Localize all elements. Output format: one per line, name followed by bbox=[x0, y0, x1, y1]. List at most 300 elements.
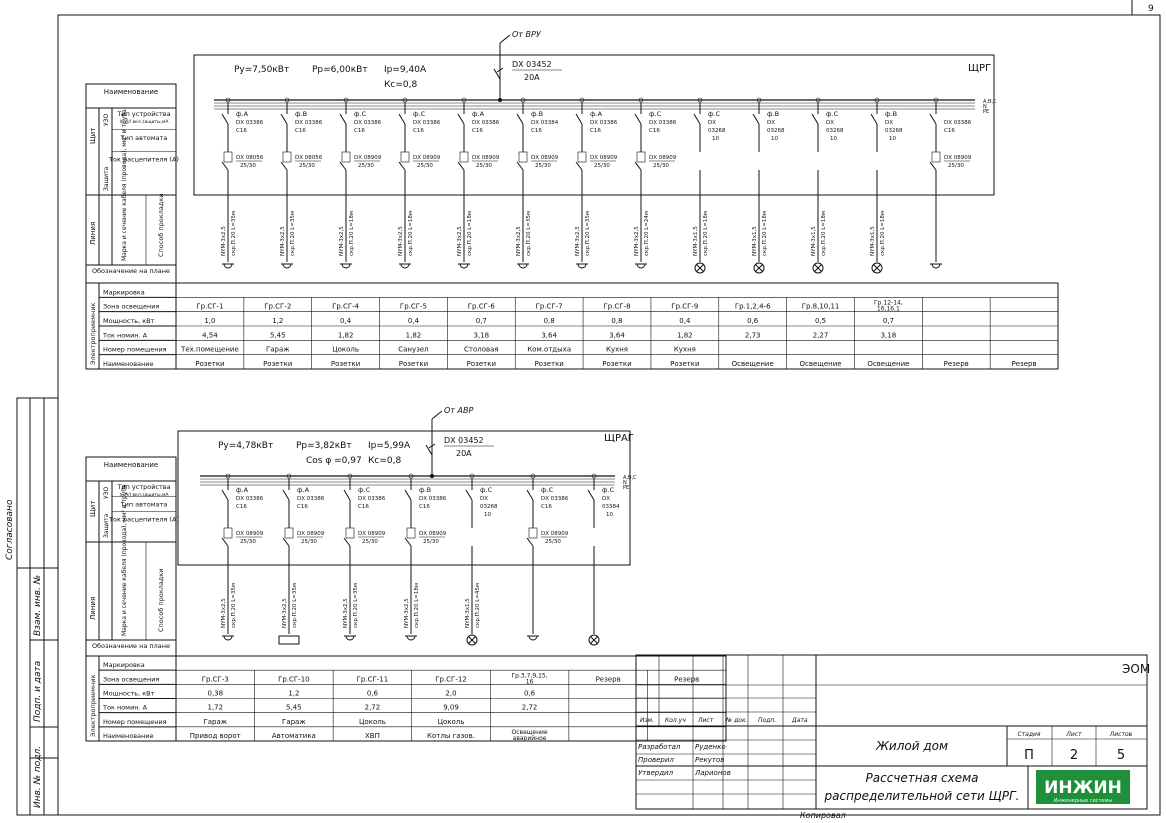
group-uzo-rating: C16 bbox=[413, 128, 424, 134]
group-uzo-rating: 03268 bbox=[885, 128, 903, 134]
hdr-protection: Защита bbox=[103, 513, 110, 538]
cell-name: Освещение аварийное bbox=[511, 728, 548, 742]
group-laying: скр.П.20 L=35м bbox=[585, 210, 591, 256]
group-uzo: DX 03386 bbox=[236, 496, 264, 502]
cell-current: 2,27 bbox=[812, 331, 829, 340]
cell-zone: Резерв bbox=[674, 675, 700, 684]
cell-name: Розетки bbox=[466, 360, 497, 368]
group-cable: NYM-3x2,5 bbox=[634, 226, 640, 256]
group-uzo: DX 03386 bbox=[236, 120, 264, 126]
group-phase: ф.В bbox=[531, 110, 544, 118]
side-vzam: Взам. инв. № bbox=[33, 574, 43, 636]
panel-pp: Рр=6,00кВт bbox=[312, 65, 368, 75]
cell-zone: Гр.СГ-1 bbox=[196, 302, 224, 311]
group-breaker-rating: 10 bbox=[771, 136, 778, 142]
group-breaker-rating: 25/30 bbox=[362, 539, 378, 545]
stamp-name1: Руденко bbox=[695, 743, 726, 751]
group-cable: NYM-3x2,5 bbox=[575, 226, 581, 256]
cell-name: Розетки bbox=[195, 360, 225, 368]
hdr-row-5: Наименование bbox=[103, 732, 154, 740]
group-7 bbox=[575, 98, 632, 368]
group-cable: NYM-3x2,5 bbox=[339, 226, 345, 256]
group-breaker-rating: 25/30 bbox=[594, 163, 610, 169]
side-agreed: Согласовано bbox=[5, 499, 15, 560]
stamp-sheets: 5 bbox=[1116, 748, 1126, 763]
group-uzo-rating: 03384 bbox=[602, 504, 620, 510]
cell-room: Гараж bbox=[282, 717, 306, 726]
socket-icon bbox=[635, 264, 647, 268]
group-laying: скр.П.20 L=18м bbox=[880, 210, 886, 256]
group-uzo: DX 03386 bbox=[419, 496, 447, 502]
panel-main-rating: 20А bbox=[524, 73, 540, 82]
cell-zone: Гр.СГ-2 bbox=[264, 302, 292, 311]
cell-current: 1,72 bbox=[207, 703, 224, 712]
group-laying: скр.П.20 L=35м bbox=[231, 582, 237, 628]
cell-zone: Гр.СГ-12 bbox=[435, 675, 467, 684]
group-uzo: DX 03386 bbox=[297, 496, 325, 502]
cell-power: 0,6 bbox=[524, 689, 536, 698]
socket-icon bbox=[576, 264, 588, 268]
hdr-row-1: Зона освещения bbox=[103, 675, 160, 684]
cell-zone: Гр.СГ-9 bbox=[671, 302, 699, 311]
group-phase: ф.А bbox=[590, 110, 603, 118]
bus-n: N bbox=[623, 480, 627, 486]
cell-room: Кухня bbox=[673, 345, 696, 354]
cell-power: 0,4 bbox=[340, 317, 352, 325]
group-cable: NYM-3x2,5 bbox=[404, 598, 410, 628]
group-breaker: DX 08909 bbox=[358, 531, 386, 537]
hdr-shield: Щит bbox=[89, 127, 97, 144]
cell-room: Гараж bbox=[265, 345, 290, 354]
panel-kc: Кс=0,8 bbox=[368, 456, 402, 466]
cell-current: 3,64 bbox=[541, 331, 557, 340]
group-laying: скр.П.20 L=18м bbox=[414, 582, 420, 628]
group-uzo-rating: C16 bbox=[541, 504, 552, 510]
group-cable: NYM-3x2,5 bbox=[457, 226, 463, 256]
group-laying: скр.П.20 L=18м bbox=[467, 210, 473, 256]
group-uzo: DX 03386 bbox=[295, 120, 323, 126]
group-phase: ф.С bbox=[826, 110, 839, 118]
cell-current: 3,64 bbox=[609, 331, 625, 340]
cell-zone: Гр.8,10,11 bbox=[801, 302, 840, 311]
sheet-number: 9 bbox=[1148, 4, 1154, 14]
panel1-schematic bbox=[86, 30, 1058, 369]
group-breaker: DX 08909 bbox=[297, 531, 325, 537]
group-laying: скр.П.20 L=18м bbox=[408, 210, 414, 256]
cell-power: 0,8 bbox=[611, 317, 623, 325]
group-cable: NYM-3x2,5 bbox=[398, 226, 404, 256]
cell-room: Тех.помещение bbox=[181, 345, 239, 354]
group-uzo: DX 03384 bbox=[531, 120, 559, 126]
panel-pp: Рр=3,82кВт bbox=[296, 441, 352, 451]
bus-pe: PE bbox=[623, 485, 630, 491]
panel-kc: Кс=0,8 bbox=[384, 80, 418, 90]
cell-current: 5,45 bbox=[269, 331, 286, 340]
group-breaker-rating: 25/30 bbox=[299, 163, 315, 169]
group-breaker-rating: 25/30 bbox=[535, 163, 551, 169]
cell-zone: Гр.1,2,4-6 bbox=[734, 302, 771, 311]
socket-icon bbox=[344, 636, 356, 640]
stamp-sheet: 2 bbox=[1069, 748, 1079, 763]
group-uzo-rating: C16 bbox=[295, 128, 306, 134]
group-breaker-rating: 25/30 bbox=[476, 163, 492, 169]
hdr-protection: Защита bbox=[103, 166, 110, 191]
stamp-col-podp: Подп. bbox=[758, 717, 777, 724]
group-laying: скр.П.20 L=35м bbox=[526, 210, 532, 256]
group-breaker-rating: 25/30 bbox=[417, 163, 433, 169]
title-block bbox=[636, 655, 1150, 820]
group-laying: скр.П.20 L=24м bbox=[644, 210, 650, 256]
cell-current: 1,82 bbox=[337, 331, 354, 340]
cell-name: Автоматика bbox=[271, 732, 316, 740]
hdr-row-2: Мощность, кВт bbox=[103, 689, 155, 698]
group-breaker-rating: 25/30 bbox=[240, 539, 256, 545]
hdr-laying: Способ прокладки bbox=[157, 568, 165, 632]
socket-icon bbox=[517, 264, 529, 268]
hdr-row-0: Маркировка bbox=[103, 288, 145, 297]
panel-main-rating: 20А bbox=[456, 449, 472, 458]
group-phase: ф.С bbox=[480, 486, 493, 494]
group-7 bbox=[588, 474, 699, 683]
group-uzo: DX 03386 bbox=[649, 120, 677, 126]
socket-icon bbox=[458, 264, 470, 268]
stamp-code: ЭОМ bbox=[1122, 662, 1151, 676]
cell-name: Розетки bbox=[534, 360, 564, 368]
group-cable: NYM-3x2,5 bbox=[221, 226, 227, 256]
group-cable: NYM-3x1,5 bbox=[811, 226, 817, 256]
group-breaker-rating: 10 bbox=[830, 136, 837, 142]
stamp-col-izm: Изм. bbox=[640, 717, 655, 724]
panel2-schematic bbox=[86, 406, 726, 742]
cell-current: 5,45 bbox=[286, 703, 302, 712]
group-cable: NYM-3x1,5 bbox=[870, 226, 876, 256]
stamp-object: Жилой дом bbox=[875, 739, 949, 753]
group-phase: ф.С bbox=[358, 486, 371, 494]
hdr-line: Линия bbox=[89, 596, 97, 620]
cell-zone: Гр.СГ-5 bbox=[399, 302, 428, 311]
cell-power: 0,6 bbox=[747, 317, 759, 325]
panel-source: От АВР bbox=[444, 406, 474, 415]
group-breaker: DX 08909 bbox=[419, 531, 447, 537]
cell-power: 0,4 bbox=[679, 317, 691, 325]
group-5 bbox=[457, 98, 500, 368]
cell-power: 0,6 bbox=[366, 689, 378, 698]
group-uzo: DX bbox=[480, 496, 489, 502]
group-6 bbox=[516, 98, 571, 368]
group-uzo: DX bbox=[708, 120, 717, 126]
cell-name: Розетки bbox=[670, 360, 700, 368]
group-breaker: DX 08909 bbox=[413, 155, 441, 161]
group-breaker: DX 08909 bbox=[354, 155, 382, 161]
cell-name: Розетки bbox=[398, 360, 429, 368]
group-uzo: DX 03386 bbox=[590, 120, 618, 126]
group-phase: ф.С bbox=[708, 110, 721, 118]
cell-room: Санузел bbox=[398, 345, 429, 354]
cell-current: 3,18 bbox=[880, 331, 897, 340]
cell-name: Привод ворот bbox=[189, 732, 241, 740]
socket-icon bbox=[930, 264, 942, 268]
hdr-cable: Марка и сечение кабеля (провода), мм² и труба bbox=[121, 109, 128, 261]
group-uzo-rating: C16 bbox=[297, 504, 308, 510]
group-breaker-rating: 10 bbox=[606, 512, 613, 518]
group-laying: скр.П.20 L=35м bbox=[290, 210, 296, 256]
cell-name: ХВП bbox=[364, 732, 380, 740]
group-breaker: DX 08909 bbox=[944, 155, 972, 161]
group-uzo-rating: C16 bbox=[354, 128, 365, 134]
group-breaker: DX 08909 bbox=[649, 155, 677, 161]
group-cable: NYM-3x1,5 bbox=[752, 226, 758, 256]
group-phase: ф.С bbox=[541, 486, 554, 494]
socket-icon bbox=[281, 264, 293, 268]
panel-main-breaker: DX 03452 bbox=[512, 60, 552, 69]
group-uzo-rating: C16 bbox=[236, 504, 247, 510]
group-laying: скр.П.20 L=35м bbox=[292, 582, 298, 628]
hdr-name: Наименование bbox=[103, 461, 159, 469]
group-uzo-rating: C16 bbox=[236, 128, 247, 134]
group-cable: NYM-3x2,5 bbox=[221, 598, 227, 628]
cell-name: Розетки bbox=[263, 360, 293, 368]
cell-name: Резерв bbox=[943, 360, 969, 368]
hdr-breaker-type: Тип автомата bbox=[120, 133, 168, 142]
group-breaker: DX 08909 bbox=[472, 155, 500, 161]
stamp-sheets-h: Листов bbox=[1109, 731, 1133, 738]
cell-room: Цоколь bbox=[359, 717, 386, 726]
group-uzo-rating: C16 bbox=[419, 504, 430, 510]
group-breaker-rating: 25/30 bbox=[653, 163, 669, 169]
group-uzo-rating: C16 bbox=[590, 128, 601, 134]
hdr-row-3: Ток номин. А bbox=[103, 703, 148, 712]
hdr-row-1: Зона освещения bbox=[103, 302, 160, 311]
group-laying: скр.П.20 L=35м bbox=[231, 210, 237, 256]
cell-name: Котлы газов. bbox=[427, 732, 475, 740]
stamp-role2: Проверил bbox=[638, 756, 674, 764]
side-podp: Подп. и дата bbox=[33, 660, 43, 722]
stamp-role1: Разработал bbox=[638, 743, 681, 751]
group-cable: NYM-3x1,5 bbox=[465, 598, 471, 628]
group-1 bbox=[180, 98, 264, 368]
hdr-row-5: Наименование bbox=[103, 360, 154, 368]
panel-title: ЩРАГ bbox=[604, 433, 634, 444]
group-cable: NYM-3x1,5 bbox=[693, 226, 699, 256]
cell-power: 0,5 bbox=[814, 317, 827, 325]
cell-name: Освещение bbox=[867, 360, 910, 368]
group-breaker-rating: 25/30 bbox=[301, 539, 317, 545]
cell-current: 1,82 bbox=[405, 331, 422, 340]
group-uzo: DX bbox=[826, 120, 835, 126]
group-phase: ф.В bbox=[419, 486, 432, 494]
group-5 bbox=[465, 474, 548, 742]
group-uzo-rating: 03268 bbox=[826, 128, 844, 134]
group-breaker-rating: 10 bbox=[889, 136, 896, 142]
hdr-row-3: Ток номин. А bbox=[103, 331, 148, 340]
stamp-title-line1: Рассчетная схема bbox=[865, 771, 979, 785]
group-uzo-rating: C16 bbox=[531, 128, 542, 134]
group-breaker: DX 08056 bbox=[295, 155, 323, 161]
group-13 bbox=[930, 98, 1037, 368]
group-breaker: DX 08909 bbox=[531, 155, 559, 161]
group-laying: скр.П.20 L=45м bbox=[475, 582, 481, 628]
group-phase: ф.С bbox=[413, 110, 426, 118]
cell-current: 2,73 bbox=[744, 331, 761, 340]
group-uzo: DX 03386 bbox=[472, 120, 500, 126]
cell-power: 1,0 bbox=[204, 317, 216, 325]
stamp-stage: П bbox=[1024, 748, 1034, 763]
group-phase: ф.В bbox=[767, 110, 780, 118]
cell-room: Ком.отдыха bbox=[527, 345, 572, 354]
panel-title: ЩРГ bbox=[968, 63, 992, 74]
cell-zone: Гр.СГ-7 bbox=[535, 302, 563, 311]
hdr-row-4: Номер помещения bbox=[103, 345, 167, 354]
hdr-device-type: Тип устройства bbox=[117, 110, 171, 118]
hdr-uzo: УЗО bbox=[103, 113, 110, 126]
group-uzo-rating: C16 bbox=[944, 128, 955, 134]
group-breaker: DX 08909 bbox=[236, 531, 264, 537]
group-uzo: DX bbox=[885, 120, 894, 126]
group-breaker-rating: 10 bbox=[484, 512, 491, 518]
group-phase: ф.В bbox=[295, 110, 308, 118]
stamp-stage-h: Стадия bbox=[1017, 731, 1041, 738]
group-breaker-rating: 10 bbox=[712, 136, 719, 142]
group-3 bbox=[343, 474, 388, 740]
group-laying: скр.П.20 L=18м bbox=[703, 210, 709, 256]
socket-icon bbox=[399, 264, 411, 268]
group-12 bbox=[870, 98, 969, 368]
group-uzo: DX 03386 bbox=[944, 120, 972, 126]
cell-room: Кухня bbox=[605, 345, 629, 354]
group-breaker-rating: 25/30 bbox=[240, 163, 256, 169]
socket-icon bbox=[527, 636, 539, 640]
hdr-row-2: Мощность, кВт bbox=[103, 317, 155, 325]
side-inv: Инв. № подл. bbox=[33, 745, 43, 808]
group-breaker-rating: 25/30 bbox=[423, 539, 439, 545]
group-laying: скр.П.20 L=18м bbox=[821, 210, 827, 256]
group-breaker-rating: 25/30 bbox=[358, 163, 374, 169]
cell-current: 3,18 bbox=[473, 331, 490, 340]
stamp-name3: Ларионов bbox=[695, 769, 731, 777]
hdr-receiver: Электроприемник bbox=[89, 674, 97, 737]
group-uzo: DX bbox=[767, 120, 776, 126]
sheet-frame bbox=[58, 15, 1160, 815]
group-laying: скр.П.20 L=18м bbox=[762, 210, 768, 256]
group-uzo: DX 03386 bbox=[354, 120, 382, 126]
side-stamp bbox=[5, 398, 58, 815]
panel-ip: Iр=9,40А bbox=[384, 65, 427, 75]
group-8 bbox=[634, 98, 700, 368]
cell-zone: Гр.СГ-6 bbox=[467, 302, 495, 311]
cell-power: 0,38 bbox=[207, 689, 224, 698]
group-laying: скр.П.20 L=35м bbox=[353, 582, 359, 628]
hdr-device-type: Тип устройства bbox=[117, 483, 171, 491]
cell-room: Гараж bbox=[203, 717, 228, 726]
cell-name: Освещение bbox=[731, 360, 774, 368]
hdr-plan-mark: Обозначение на плане bbox=[91, 267, 171, 275]
group-phase: ф.С bbox=[354, 110, 367, 118]
hdr-breaker-type: Тип автомата bbox=[120, 500, 168, 509]
hdr-line: Линия bbox=[89, 221, 97, 245]
socket-icon bbox=[405, 636, 417, 640]
group-phase: ф.А bbox=[236, 486, 249, 494]
hdr-shield: Щит bbox=[89, 500, 97, 517]
hdr-release: Ток расцепителя (А) bbox=[109, 515, 179, 524]
stamp-sheet-h: Лист bbox=[1066, 731, 1082, 738]
bus-n: N bbox=[983, 104, 987, 110]
hdr-name: Наименование bbox=[103, 88, 159, 96]
bus-pe: PE bbox=[983, 109, 990, 115]
group-breaker: DX 08909 bbox=[590, 155, 618, 161]
group-cable: NYM-3x2,5 bbox=[343, 598, 349, 628]
cell-zone: Резерв bbox=[595, 675, 621, 684]
hdr-row-4: Номер помещения bbox=[103, 717, 167, 726]
group-4 bbox=[398, 98, 441, 368]
cell-current: 9,09 bbox=[443, 703, 459, 712]
cell-current: 4,54 bbox=[202, 331, 218, 340]
panel-py: Ру=4,78кВт bbox=[218, 441, 274, 451]
hdr-receiver: Электроприемник bbox=[89, 302, 97, 365]
group-3 bbox=[331, 98, 382, 368]
group-uzo-rating: C16 bbox=[649, 128, 660, 134]
cell-name: Розетки bbox=[602, 360, 632, 368]
group-uzo-rating: C16 bbox=[472, 128, 483, 134]
group-cable: NYM-3x2,5 bbox=[516, 226, 522, 256]
cell-power: 0,7 bbox=[882, 317, 894, 325]
group-phase: ф.А bbox=[297, 486, 310, 494]
cell-room: Цоколь bbox=[332, 345, 360, 354]
group-uzo: DX 03386 bbox=[358, 496, 386, 502]
hdr-device-sub: In,А/I вкл.защиты,мА bbox=[119, 493, 169, 498]
socket-icon bbox=[340, 264, 352, 268]
stamp-copied: Копировал bbox=[800, 811, 846, 820]
panel-py: Ру=7,50кВт bbox=[234, 65, 290, 75]
group-phase: ф.А bbox=[472, 110, 485, 118]
cell-zone: Гр.12-14, 16,16.1 bbox=[874, 299, 903, 313]
group-breaker: DX 08909 bbox=[541, 531, 569, 537]
cell-power: 0,7 bbox=[475, 317, 487, 325]
hdr-row-0: Маркировка bbox=[103, 661, 145, 670]
cell-zone: Гр.СГ-11 bbox=[356, 675, 389, 684]
cell-zone: Гр.СГ-3 bbox=[201, 675, 229, 684]
group-cable: NYM-3x2,5 bbox=[282, 598, 288, 628]
cell-zone: Гр.3,7,9,15, 16 bbox=[511, 672, 548, 686]
panel-main-breaker: DX 03452 bbox=[444, 436, 484, 445]
group-uzo: DX bbox=[602, 496, 611, 502]
panel-cos: Cos φ =0,97 bbox=[306, 456, 362, 466]
group-2 bbox=[272, 474, 325, 740]
group-uzo: DX 03386 bbox=[413, 120, 441, 126]
group-uzo-rating: 03268 bbox=[767, 128, 785, 134]
cell-zone: Гр.СГ-4 bbox=[332, 302, 360, 311]
logo-text: ИНЖИН bbox=[1044, 778, 1122, 798]
stamp-col-doc: № док. bbox=[726, 717, 748, 724]
group-phase: ф.В bbox=[885, 110, 898, 118]
panel-ip: Iр=5,99А bbox=[368, 441, 411, 451]
cell-power: 1,2 bbox=[288, 689, 300, 698]
group-1 bbox=[190, 474, 264, 740]
stamp-title-line2: распределительной сети ЩРГ. bbox=[824, 789, 1020, 803]
stamp-name2: Рекутов bbox=[695, 756, 725, 764]
logo-subtitle: Инженерные системы bbox=[1053, 798, 1113, 804]
group-10 bbox=[752, 98, 842, 368]
cell-power: 0,4 bbox=[407, 317, 420, 325]
stamp-col-kol: Кол.уч bbox=[665, 717, 686, 724]
group-phase: ф.С bbox=[649, 110, 662, 118]
cell-name: Розетки bbox=[330, 360, 361, 368]
bus-abc: А,В,С bbox=[623, 475, 637, 481]
group-breaker-rating: 25/30 bbox=[948, 163, 964, 169]
stamp-col-list: Лист bbox=[698, 717, 714, 724]
hdr-device-sub: In,А/I вкл.защиты,мА bbox=[119, 120, 169, 125]
group-uzo-rating: C16 bbox=[358, 504, 369, 510]
group-uzo-rating: 03268 bbox=[480, 504, 498, 510]
